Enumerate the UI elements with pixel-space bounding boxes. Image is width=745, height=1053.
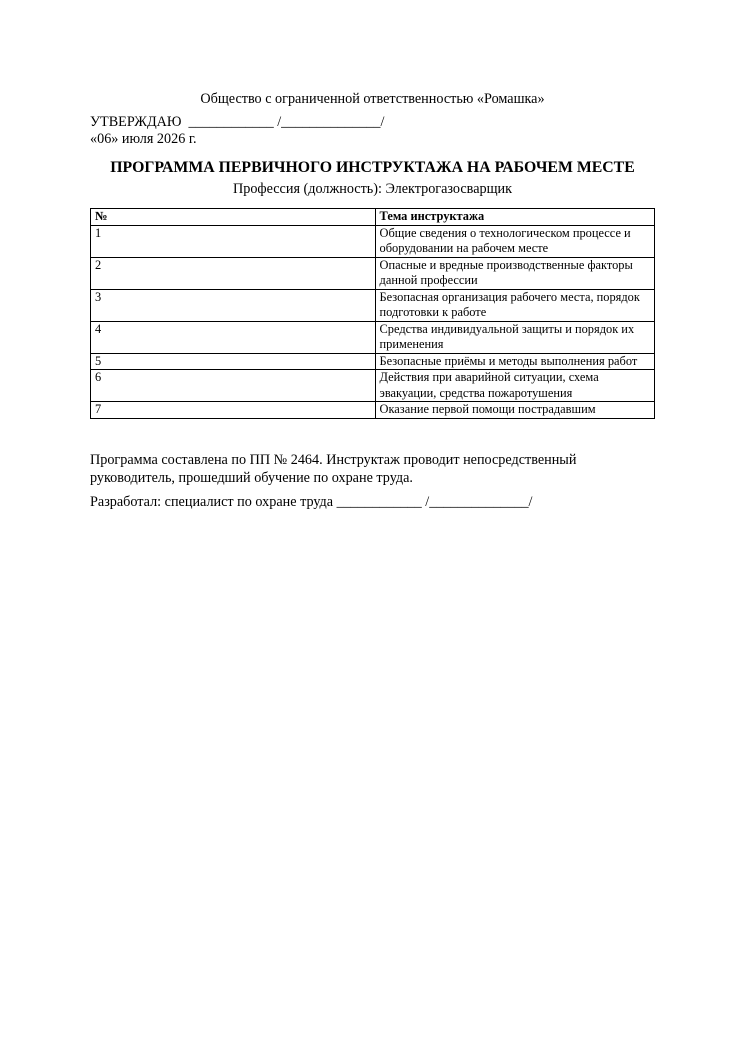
- table-row: [91, 225, 655, 257]
- table-row: [91, 289, 655, 321]
- row-number: 3: [91, 289, 376, 321]
- table-row: [91, 321, 655, 353]
- program-note: Программа составлена по ПП № 2464. Инструктаж проводит непосредственный руководитель, прошедший обучение по охране труда.: [90, 452, 577, 486]
- row-number: 5: [91, 353, 376, 370]
- table-row: [91, 402, 655, 419]
- table-row: [91, 370, 655, 402]
- profession-line: Профессия (должность): Электрогазосварщик: [232, 181, 512, 197]
- table-header-row: [91, 209, 655, 226]
- row-number: 4: [91, 321, 376, 353]
- approval-date: «06» июля 2026 г.: [90, 131, 197, 147]
- row-topic: Общие сведения о технологическом процессе и оборудовании на рабочем месте: [375, 225, 654, 257]
- row-number: 2: [91, 257, 376, 289]
- organization-name: Общество с ограниченной ответственностью «Ромашка»: [200, 91, 545, 107]
- table-row: [91, 257, 655, 289]
- row-number: 6: [91, 370, 376, 402]
- developer-signature-line: Разработал: специалист по охране труда ____________ /______________/: [90, 494, 533, 510]
- column-header-number: №: [91, 209, 376, 226]
- row-topic: Опасные и вредные производственные факторы данной профессии: [375, 257, 654, 289]
- instruction-topics-table: [90, 208, 655, 419]
- approval-signature-line: УТВЕРЖДАЮ ____________ /______________/: [90, 114, 385, 130]
- table-row: [91, 353, 655, 370]
- row-topic: Оказание первой помощи пострадавшим: [375, 402, 654, 419]
- row-number: 7: [91, 402, 376, 419]
- column-header-topic: Тема инструктажа: [375, 209, 654, 226]
- row-topic: Действия при аварийной ситуации, схема эвакуации, средства пожаротушения: [375, 370, 654, 402]
- document-title: ПРОГРАММА ПЕРВИЧНОГО ИНСТРУКТАЖА НА РАБОЧЕМ МЕСТЕ: [110, 159, 635, 176]
- row-topic: Безопасная организация рабочего места, порядок подготовки к работе: [375, 289, 654, 321]
- row-number: 1: [91, 225, 376, 257]
- row-topic: Безопасные приёмы и методы выполнения работ: [375, 353, 654, 370]
- row-topic: Средства индивидуальной защиты и порядок их применения: [375, 321, 654, 353]
